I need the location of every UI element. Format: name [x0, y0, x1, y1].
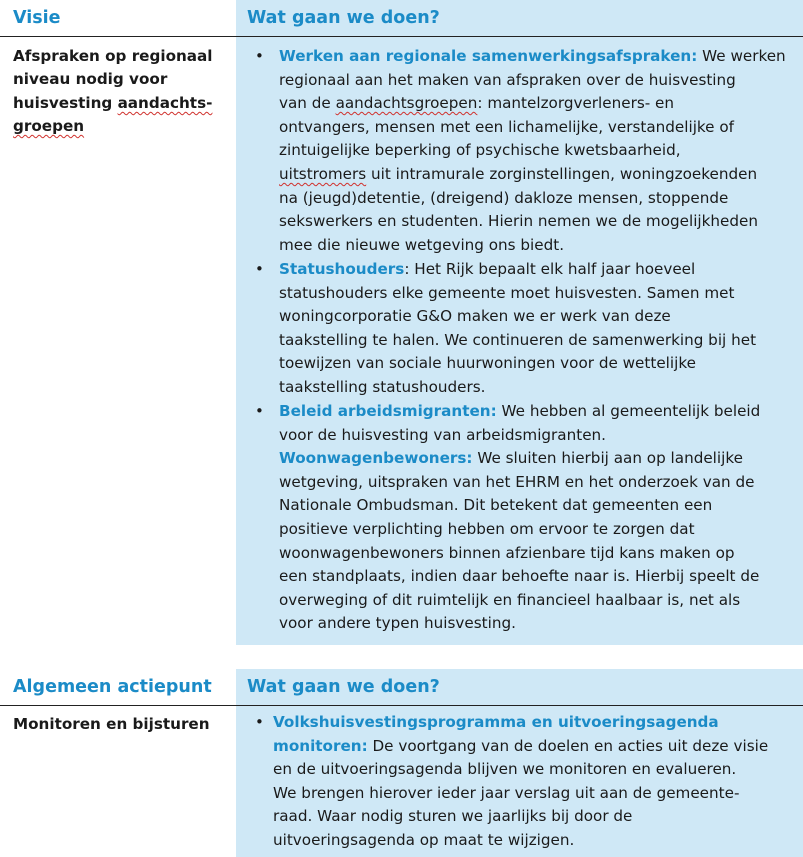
monitoren-label: Monitoren en bijsturen: [13, 715, 210, 733]
line: een standplaats, indien daar behoefte naar is. Hierbij speelt de: [279, 567, 760, 586]
header-visie: [0, 0, 236, 36]
line: mee die nieuwe wetgeving ons biedt.: [279, 235, 565, 254]
line: [279, 447, 799, 471]
line: statushouders elke gemeente moet huisvesten. Samen met: [279, 283, 735, 302]
actions-cell: [236, 37, 803, 645]
line-part: We werken: [697, 47, 786, 65]
line: [279, 45, 799, 69]
line: na (jeugd)detentie, (dreigend) dakloze mensen, stoppende: [279, 188, 729, 207]
line: regionaal aan het maken van afspraken over de huisvesting: [279, 70, 736, 89]
action-title: Statushouders: [279, 260, 405, 278]
actions-cell-2: [236, 706, 803, 857]
header-algemeen-actiepunt: [0, 669, 236, 705]
line-part: We sluiten hierbij aan op landelijke: [472, 449, 743, 468]
monitoren-cell: [13, 713, 228, 736]
line: woonwagenbewoners binnen afzienbare tijd kans maken op: [279, 543, 735, 562]
header-wat-gaan-we-doen: [236, 0, 803, 36]
action-text: [279, 45, 799, 257]
header-visie-text: Visie: [13, 8, 61, 28]
action-title: Beleid arbeidsmigranten:: [279, 402, 497, 420]
line: woningcorporatie G&O maken we er werk van deze: [279, 307, 671, 326]
line-part: van de: [279, 94, 336, 113]
line: taakstelling te halen. We continueren de samenwerking bij het: [279, 330, 757, 349]
line: [279, 163, 799, 187]
visie-cell: [13, 45, 228, 139]
action-text: [273, 711, 801, 853]
line: [279, 400, 799, 424]
line: voor andere typen huisvesting.: [279, 614, 516, 633]
line-part: : mantelzorgverleners- en: [477, 94, 675, 113]
action-title: Volkshuisvestingsprogramma en uitvoeringsagenda: [273, 713, 719, 731]
visie-line-2: niveau nodig voor: [13, 70, 168, 89]
line: [273, 735, 801, 759]
visie-line-1: Afspraken op regionaal: [13, 47, 213, 65]
line: sekswerkers en studenten. Hierin nemen we de mogelijkheden: [279, 212, 759, 231]
line: toewijzen van sociale huurwoningen voor de wettelijke: [279, 354, 696, 373]
line-part: De voortgang van de doelen en acties uit deze visie: [367, 736, 769, 755]
line: taakstelling statushouders.: [279, 377, 486, 396]
bullet-icon: •: [255, 713, 264, 731]
action-title-2: monitoren:: [273, 736, 368, 755]
action-text: [279, 258, 799, 400]
bullet-icon: •: [255, 402, 264, 420]
line: We brengen hierover ieder jaar verslag uit aan de gemeente-: [273, 783, 740, 802]
header-actiepunt-text: Algemeen actiepunt: [13, 677, 212, 697]
action-subtitle: Woonwagenbewoners:: [279, 449, 473, 468]
line: voor de huisvesting van arbeidsmigranten.: [279, 425, 606, 444]
bullet-icon: •: [255, 47, 264, 65]
line-part: uit intramurale zorginstellingen, woningzoekenden: [366, 164, 758, 183]
line: raad. Waar nodig sturen we jaarlijks bij door de: [273, 807, 633, 826]
line-part: uitstromers: [279, 164, 367, 183]
action-title: Werken aan regionale samenwerkingsafspraken:: [279, 47, 698, 65]
line: [279, 258, 799, 282]
line: Nationale Ombudsman. Dit betekent dat gemeenten een: [279, 496, 713, 515]
bullet-icon: •: [255, 260, 264, 278]
line-part: : Het Rijk bepaalt elk half jaar hoeveel: [404, 260, 696, 278]
header-wat-gaan-we-doen-2: [236, 669, 803, 705]
line: en de uitvoeringsagenda blijven we monitoren en evalueren.: [273, 760, 737, 779]
line: [279, 92, 799, 116]
action-text: [279, 400, 799, 636]
line: overweging of dit ruimtelijk en financieel haalbaar is, net als: [279, 590, 741, 609]
line: uitvoeringsagenda op maat te wijzigen.: [273, 830, 575, 849]
visie-line-3b: aandachts-: [117, 93, 213, 112]
visie-line-3: [13, 92, 228, 115]
header-wat-text: Wat gaan we doen?: [247, 8, 440, 28]
actiepunt-table: [0, 669, 803, 857]
visie-line-3a: huisvesting: [13, 93, 118, 112]
header-wat-text-2: Wat gaan we doen?: [247, 677, 440, 697]
visie-line-4: groepen: [13, 117, 85, 136]
line: zintuigelijke beperking of psychische kwetsbaarheid,: [279, 141, 681, 160]
line: wetgeving, uitspraken van het EHRM en het onderzoek van de: [279, 472, 755, 491]
line-part: We hebben al gemeentelijk beleid: [496, 402, 761, 420]
line-part: aandachtsgroepen: [335, 94, 478, 113]
line: ontvangers, mensen met een lichamelijke, verstandelijke of: [279, 117, 734, 136]
line: positieve verplichting hebben om ervoor te zorgen dat: [279, 519, 695, 538]
